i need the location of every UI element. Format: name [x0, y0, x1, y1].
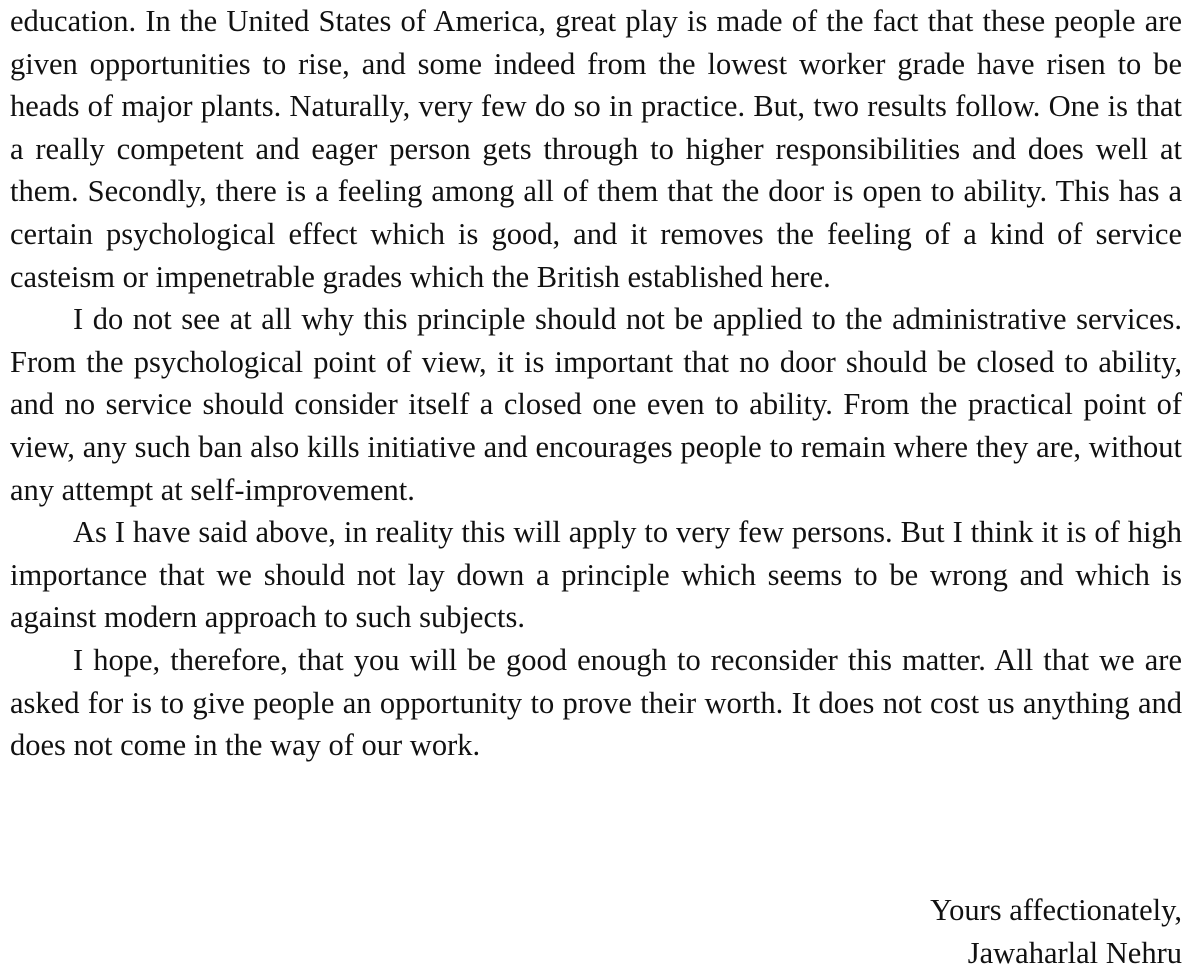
closing-line: Yours affectionately, [930, 893, 1182, 927]
paragraph-principle: I do not see at all why this principle should not be applied to the administrative services. From the psychological point of view, it is important that no door should be closed to ability, and no service should consider itself a closed one even to ability. From the practical point of view, any such ban also kills initiative and encourages people to remain where they are, without any attempt at self-improvement. [10, 302, 1182, 507]
letter-signoff [930, 889, 1182, 974]
letter-body [10, 0, 1182, 767]
paragraph-continuation: education. In the United States of America, great play is made of the fact that these people are given opportunities to rise, and some indeed from the lowest worker grade have risen to be heads of major plants. Naturally, very few do so in practice. But, two results follow. One is that a really competent and eager person gets through to higher responsibilities and does well at them. Secondly, there is a feeling among all of them that the door is open to ability. This has a certain psychological effect which is good, and it removes the feeling of a kind of service casteism or impenetrable grades which the British established here. [10, 4, 1182, 294]
paragraph-reality: As I have said above, in reality this will apply to very few persons. But I think it is of high importance that we should not lay down a principle which seems to be wrong and which is against modern approach to such subjects. [10, 515, 1182, 635]
signature-name: Jawaharlal Nehru [967, 935, 1182, 970]
paragraph-reconsider: I hope, therefore, that you will be good enough to reconsider this matter. All that we are asked for is to give people an opportunity to prove their worth. It does not cost us anything and does not come in the way of our work. [10, 642, 1182, 763]
